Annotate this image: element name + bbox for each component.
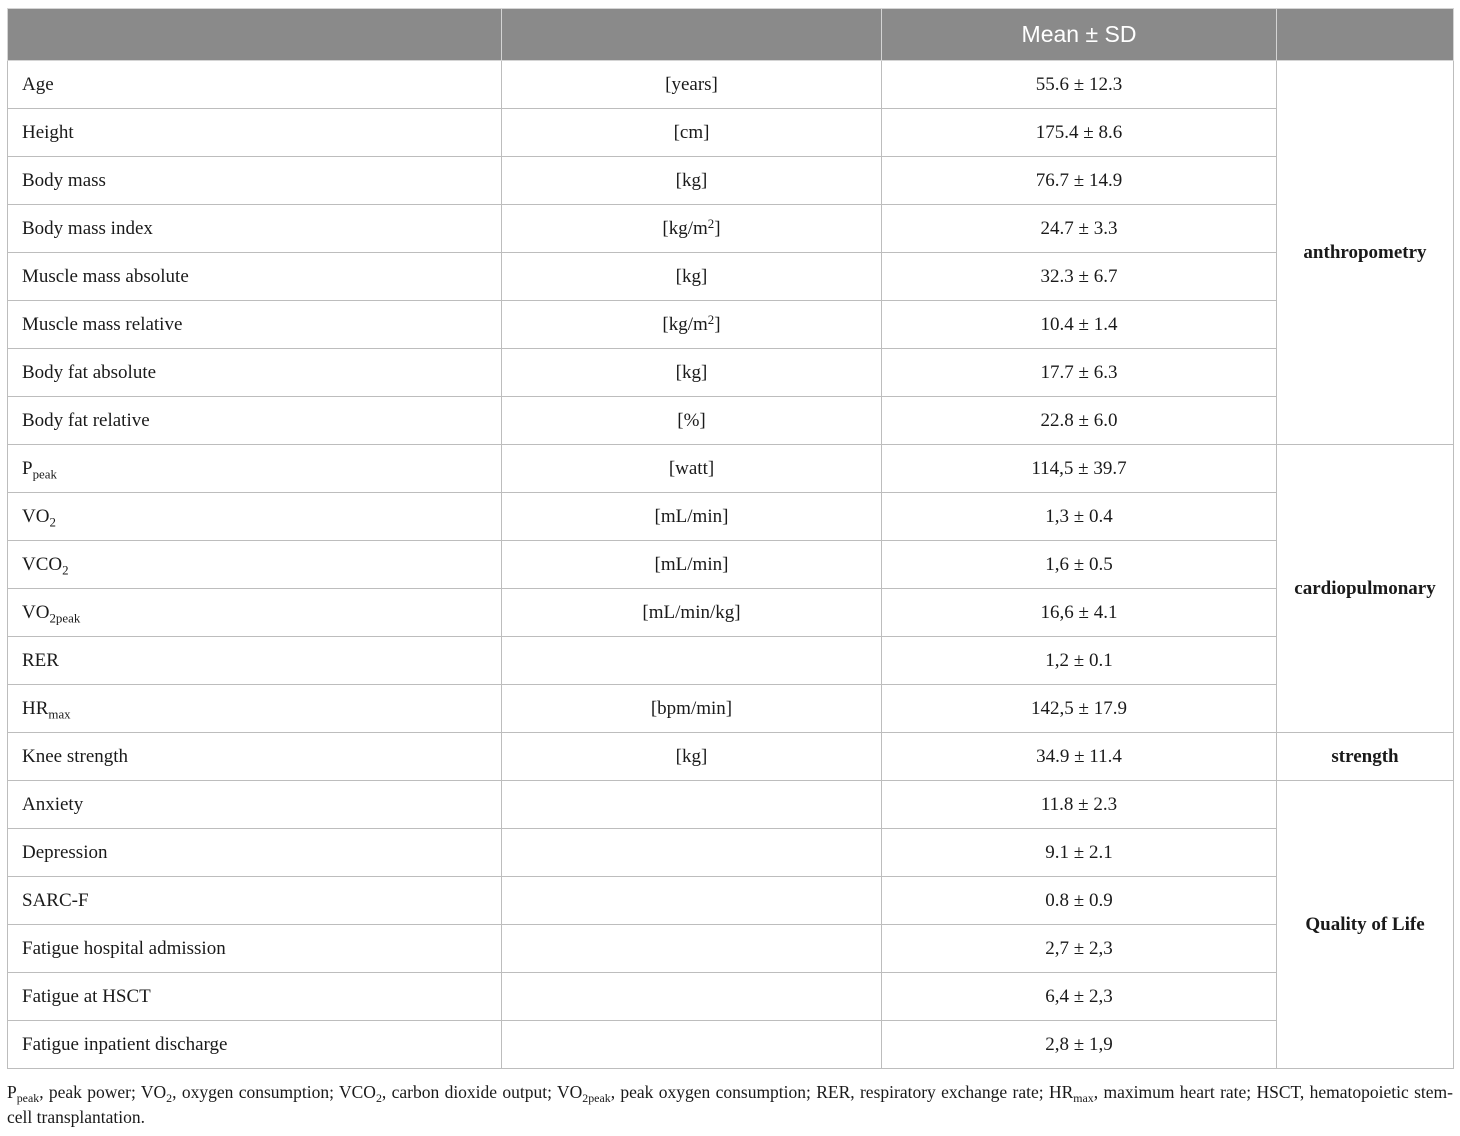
table-row	[8, 925, 1454, 973]
table-footnote	[7, 1080, 1453, 1130]
unit-cell: [years]	[502, 61, 882, 109]
footnote-ppeak-definition: , peak power;	[39, 1082, 141, 1102]
table-row	[8, 733, 1454, 781]
characteristics-table	[7, 8, 1454, 1069]
unit-cell: [cm]	[502, 109, 882, 157]
footnote-vo2: VO	[140, 1082, 167, 1102]
footnote-ppeak: P	[7, 1082, 17, 1102]
value-cell: 2,7 ± 2,3	[882, 925, 1277, 973]
table-row	[8, 157, 1454, 205]
table-row	[8, 397, 1454, 445]
param-cell: Knee strength	[8, 733, 502, 781]
unit-cell: [watt]	[502, 445, 882, 493]
footnote-vo2peak-subscript: 2peak	[582, 1091, 611, 1106]
table-row	[8, 589, 1454, 637]
param-cell	[8, 493, 502, 541]
table-row	[8, 685, 1454, 733]
footnote-vco2-subscript: 2	[375, 1091, 382, 1106]
table-row	[8, 781, 1454, 829]
table-row	[8, 877, 1454, 925]
value-cell: 10.4 ± 1.4	[882, 301, 1277, 349]
param-cell: Height	[8, 109, 502, 157]
value-cell: 76.7 ± 14.9	[882, 157, 1277, 205]
value-cell: 24.7 ± 3.3	[882, 205, 1277, 253]
param-cell: Fatigue hospital admission	[8, 925, 502, 973]
group-cardiopulmonary: cardiopulmonary	[1277, 445, 1454, 733]
table-row	[8, 541, 1454, 589]
unit-superscript: 2	[707, 215, 715, 231]
header-param	[8, 9, 502, 61]
footnote-vco2: VCO	[339, 1082, 376, 1102]
table-row	[8, 445, 1454, 493]
footnote-hrmax-subscript: max	[1073, 1091, 1094, 1106]
value-cell: 1,3 ± 0.4	[882, 493, 1277, 541]
table-row	[8, 493, 1454, 541]
header-group	[1277, 9, 1454, 61]
unit-cell	[502, 829, 882, 877]
param-cell	[8, 541, 502, 589]
value-cell: 142,5 ± 17.9	[882, 685, 1277, 733]
unit-cell: [bpm/min]	[502, 685, 882, 733]
param-base: VCO	[22, 553, 63, 575]
value-cell: 55.6 ± 12.3	[882, 61, 1277, 109]
unit-cell	[502, 205, 882, 253]
param-cell: Muscle mass absolute	[8, 253, 502, 301]
footnote-vo2-subscript: 2	[166, 1091, 173, 1106]
value-cell: 6,4 ± 2,3	[882, 973, 1277, 1021]
param-cell: RER	[8, 637, 502, 685]
unit-base: [kg/m	[662, 217, 708, 239]
param-cell: Body fat absolute	[8, 349, 502, 397]
table-row	[8, 349, 1454, 397]
param-cell	[8, 445, 502, 493]
value-cell: 17.7 ± 6.3	[882, 349, 1277, 397]
unit-cell: [mL/min]	[502, 493, 882, 541]
param-cell: Muscle mass relative	[8, 301, 502, 349]
footnote-ppeak-subscript: peak	[16, 1091, 40, 1106]
value-cell: 9.1 ± 2.1	[882, 829, 1277, 877]
footnote-vo2-definition: , oxygen consumption;	[172, 1082, 339, 1102]
value-cell: 22.8 ± 6.0	[882, 397, 1277, 445]
param-cell: Age	[8, 61, 502, 109]
unit-base: [kg/m	[662, 313, 708, 335]
unit-end: ]	[714, 313, 721, 335]
value-cell: 34.9 ± 11.4	[882, 733, 1277, 781]
unit-cell: [mL/min]	[502, 541, 882, 589]
table-row	[8, 109, 1454, 157]
value-cell: 16,6 ± 4.1	[882, 589, 1277, 637]
unit-cell	[502, 973, 882, 1021]
param-cell: Fatigue inpatient discharge	[8, 1021, 502, 1069]
value-cell: 1,6 ± 0.5	[882, 541, 1277, 589]
unit-cell: [mL/min/kg]	[502, 589, 882, 637]
unit-cell	[502, 877, 882, 925]
unit-superscript: 2	[707, 311, 715, 327]
param-subscript: 2peak	[49, 610, 81, 626]
footnote-vco2-definition: , carbon dioxide output;	[381, 1082, 557, 1102]
table-row	[8, 829, 1454, 877]
unit-cell	[502, 637, 882, 685]
value-cell: 2,8 ± 1,9	[882, 1021, 1277, 1069]
value-cell: 0.8 ± 0.9	[882, 877, 1277, 925]
param-cell	[8, 685, 502, 733]
table-container	[7, 8, 1453, 1069]
unit-end: ]	[714, 217, 721, 239]
param-base: VO	[22, 601, 50, 623]
footnote-vo2peak-definition: , peak oxygen consumption; RER, respiratory exchange rate;	[610, 1082, 1049, 1102]
param-cell: Anxiety	[8, 781, 502, 829]
footnote-hrmax: HR	[1048, 1082, 1074, 1102]
header-row	[8, 9, 1454, 61]
unit-cell	[502, 925, 882, 973]
group-anthropometry: anthropometry	[1277, 61, 1454, 445]
header-unit	[502, 9, 882, 61]
unit-cell	[502, 301, 882, 349]
unit-cell: [kg]	[502, 253, 882, 301]
table-row	[8, 1021, 1454, 1069]
param-cell: Body fat relative	[8, 397, 502, 445]
table-row	[8, 205, 1454, 253]
value-cell: 32.3 ± 6.7	[882, 253, 1277, 301]
value-cell: 11.8 ± 2.3	[882, 781, 1277, 829]
param-subscript: max	[48, 706, 71, 722]
param-base: VO	[22, 505, 50, 527]
table-row	[8, 253, 1454, 301]
param-cell: Body mass	[8, 157, 502, 205]
table-row	[8, 637, 1454, 685]
value-cell: 175.4 ± 8.6	[882, 109, 1277, 157]
param-base: HR	[22, 697, 49, 719]
unit-cell	[502, 1021, 882, 1069]
table-row	[8, 301, 1454, 349]
param-cell: Fatigue at HSCT	[8, 973, 502, 1021]
unit-cell: [kg]	[502, 349, 882, 397]
group-quality-of-life: Quality of Life	[1277, 781, 1454, 1069]
param-base: P	[22, 457, 33, 479]
unit-cell: [kg]	[502, 733, 882, 781]
param-cell: SARC-F	[8, 877, 502, 925]
param-subscript: 2	[49, 514, 56, 530]
header-mean-sd: Mean ± SD	[882, 9, 1277, 61]
param-cell	[8, 589, 502, 637]
table-row	[8, 973, 1454, 1021]
value-cell: 114,5 ± 39.7	[882, 445, 1277, 493]
param-cell: Depression	[8, 829, 502, 877]
table-row	[8, 61, 1454, 109]
unit-cell: [%]	[502, 397, 882, 445]
footnote-hrmax-definition: , maximum heart rate; HSCT, hematopoietic stem-cell transplantation.	[7, 1082, 1453, 1127]
value-cell: 1,2 ± 0.1	[882, 637, 1277, 685]
param-subscript: 2	[62, 562, 69, 578]
unit-cell: [kg]	[502, 157, 882, 205]
unit-cell	[502, 781, 882, 829]
param-subscript: peak	[32, 466, 57, 482]
group-strength: strength	[1277, 733, 1454, 781]
param-cell: Body mass index	[8, 205, 502, 253]
footnote-vo2peak: VO	[557, 1082, 583, 1102]
